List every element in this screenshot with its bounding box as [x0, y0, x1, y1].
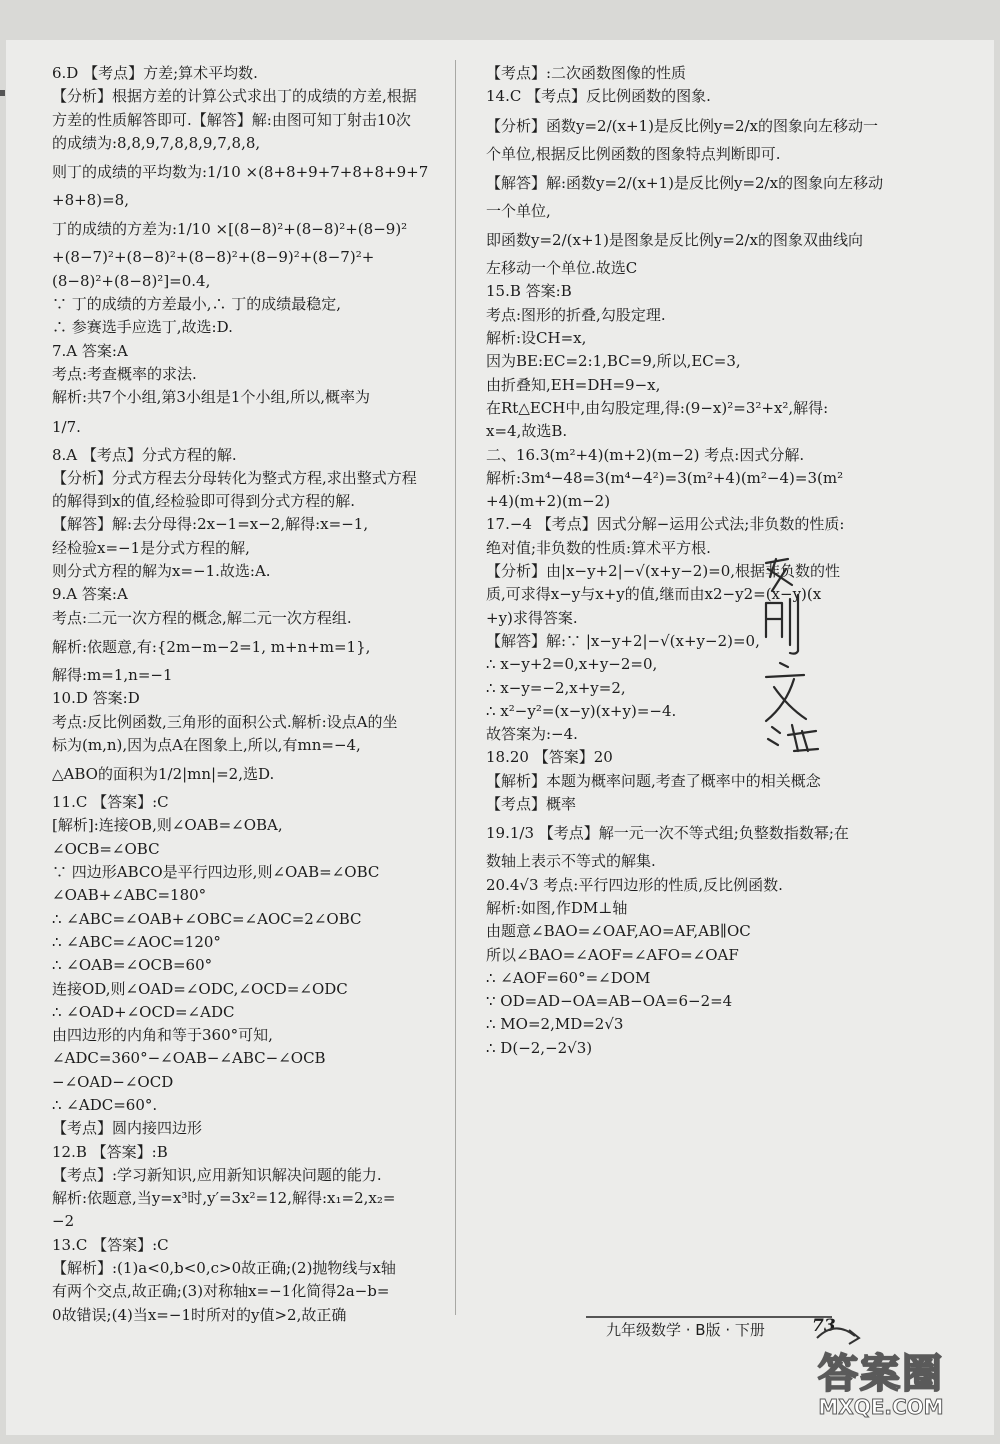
left-column [52, 62, 477, 1327]
text-line: 个单位,根据反比例函数的图象特点判断即可. [486, 144, 781, 163]
text-line: 【解答】解:∵ |x−y+2|−√(x+y−2)=0, [486, 631, 760, 650]
text-line: 19.1/3 【考点】解一元一次不等式组;负整数指数幂;在 [486, 824, 849, 843]
text-line: ∵ OD=AD−OA=AB−OA=6−2=4 [486, 992, 733, 1011]
text-line: 【考点】概率 [486, 795, 577, 814]
text-line: 考点:考查概率的求法. [52, 364, 197, 383]
text-line: 则分式方程的解为x=−1.故选:A. [52, 562, 271, 581]
footer-rule [586, 1316, 832, 1318]
text-line: 0故错误;(4)当x=−1时所对的y值>2,故正确 [52, 1305, 347, 1324]
text-line: 解析:3m⁴−48=3(m⁴−4²)=3(m²+4)(m²−4)=3(m² [486, 468, 844, 487]
text-line: 18.20 【答案】20 [486, 748, 613, 767]
text-line: 考点:图形的折叠,勾股定理. [486, 305, 666, 324]
text-line: 【分析】函数y=2/(x+1)是反比例y=2/x的图象向左移动一 [486, 116, 879, 135]
site-watermark [818, 1352, 944, 1418]
text-line: 绝对值;非负数的性质:算术平方根. [486, 538, 711, 557]
text-line: +8+8)=8, [52, 191, 129, 210]
page-number: 73 [812, 1316, 836, 1336]
text-line: 12.B 【答案】:B [52, 1142, 168, 1161]
text-line: ∴ ∠ABC=∠OAB+∠OBC=∠AOC=2∠OBC [52, 909, 362, 928]
text-line: 8.A 【考点】分式方程的解. [52, 445, 237, 464]
text-line: 【解析】本题为概率问题,考查了概率中的相关概念 [486, 771, 821, 790]
text-line: 解析:依题意,当y=x³时,y′=3x²=12,解得:x₁=2,x₂= [52, 1189, 396, 1208]
text-line: 的解得到x的值,经检验即可得到分式方程的解. [52, 492, 355, 511]
watermark-url: MXQE.COM [818, 1395, 944, 1419]
text-line: 连接OD,则∠OAD=∠ODC,∠OCD=∠ODC [52, 979, 348, 998]
text-line: 标为(m,n),因为点A在图象上,所以,有mn=−4, [52, 735, 361, 754]
text-line: 考点:反比例函数,三角形的面积公式.解析:设点A的坐 [52, 712, 398, 731]
text-line: 由四边形的内角和等于360°可知, [52, 1026, 273, 1045]
text-line: 所以∠BAO=∠AOF=∠AFO=∠OAF [486, 945, 739, 964]
text-line: 10.D 答案:D [52, 689, 140, 708]
text-line: 解析:设CH=x, [486, 329, 587, 348]
text-line: 【分析】根据方差的计算公式求出丁的成绩的方差,根据 [52, 87, 417, 106]
text-line: 的成绩为:8,8,9,7,8,8,9,7,8,8, [52, 133, 261, 152]
text-line: ∠OAB+∠ABC=180° [52, 886, 207, 905]
text-line: 因为BE:EC=2:1,BC=9,所以,EC=3, [486, 352, 741, 371]
text-line: ∠OCB=∠OBC [52, 839, 160, 858]
text-line: 【解析】:(1)a<0,b<0,c>0故正确;(2)抛物线与x轴 [52, 1259, 396, 1278]
text-line: 解析:依题意,有:{2m−m−2=1, m+n+m=1}, [52, 637, 371, 656]
text-line: ∴ ∠OAB=∠OCB=60° [52, 956, 213, 975]
text-line: 【解答】解:函数y=2/(x+1)是反比例y=2/x的图象向左移动 [486, 173, 884, 192]
text-line: 则丁的成绩的平均数为:1/10 ×(8+8+9+7+8+8+9+7 [52, 163, 429, 182]
text-line: ∴ ∠OAD+∠OCD=∠ADC [52, 1002, 235, 1021]
text-line: 13.C 【答案】:C [52, 1235, 169, 1254]
text-line: ∵ 四边形ABCO是平行四边形,则∠OAB=∠OBC [52, 863, 380, 882]
text-line: ∴ ∠ADC=60°. [52, 1095, 158, 1114]
text-line: 【考点】:学习新知识,应用新知识解决问题的能力. [52, 1165, 382, 1184]
text-line: 由折叠知,EH=DH=9−x, [486, 375, 661, 394]
text-line: 有两个交点,故正确;(3)对称轴x=−1化简得2a−b= [52, 1282, 390, 1301]
text-line: 由题意∠BAO=∠OAF,AO=AF,AB∥OC [486, 922, 751, 941]
text-line: ∴ D(−2,−2√3) [486, 1038, 593, 1057]
text-line: 丁的成绩的方差为:1/10 ×[(8−8)²+(8−8)²+(8−9)² [52, 220, 408, 239]
text-line: ∴ ∠AOF=60°=∠DOM [486, 968, 651, 987]
text-line: [解析]:连接OB,则∠OAB=∠OBA, [52, 816, 283, 835]
text-line: 【考点】:二次函数图像的性质 [486, 64, 687, 82]
text-line: 解得:m=1,n=−1 [52, 665, 173, 684]
text-line: 7.A 答案:A [52, 341, 128, 360]
handwritten-annotation [758, 555, 848, 755]
text-line: +4)(m+2)(m−2) [486, 492, 611, 511]
text-line: 即函数y=2/(x+1)是图象是反比例y=2/x的图象双曲线向 [486, 231, 864, 250]
text-line: ∴ MO=2,MD=2√3 [486, 1015, 624, 1034]
text-line: −2 [52, 1212, 75, 1231]
text-line: 11.C 【答案】:C [52, 793, 169, 812]
text-line: 17.−4 【考点】因式分解−运用公式法;非负数的性质: [486, 515, 845, 534]
text-line: ∴ x−y=−2,x+y=2, [486, 678, 626, 697]
text-line: ∴ x−y+2=0,x+y−2=0, [486, 655, 658, 674]
text-line: +y)求得答案. [486, 608, 578, 627]
text-line: 1/7. [52, 417, 81, 436]
text-line: 解析:共7个小组,第3小组是1个小组,所以,概率为 [52, 388, 370, 407]
text-line: 【考点】圆内接四边形 [52, 1119, 203, 1138]
text-line: 解析:如图,作DM⊥轴 [486, 898, 628, 917]
text-line: 【解答】解:去分母得:2x−1=x−2,解得:x=−1, [52, 515, 369, 534]
text-line: ∴ x²−y²=(x−y)(x+y)=−4. [486, 701, 677, 720]
text-line: 一个单位, [486, 201, 551, 220]
text-line: 故答案为:−4. [486, 725, 578, 744]
text-line: 【分析】由|x−y+2|−√(x+y−2)=0,根据非负数的性 [486, 562, 841, 581]
text-line: 二、16.3(m²+4)(m+2)(m−2) 考点:因式分解. [486, 445, 805, 464]
text-line: 20.4√3 考点:平行四边形的性质,反比例函数. [486, 875, 783, 894]
text-line: 数轴上表示不等式的解集. [486, 852, 656, 871]
text-line: 质,可求得x−y与x+y的值,继而由x2−y2=(x−y)(x [486, 585, 822, 604]
text-line: 经检验x=−1是分式方程的解, [52, 538, 250, 557]
book-label: 九年级数学 · B版 · 下册 [606, 1321, 765, 1339]
scan-mark [0, 90, 5, 96]
text-line: 【分析】分式方程去分母转化为整式方程,求出整式方程 [52, 468, 417, 487]
column-divider [455, 60, 456, 1315]
text-line: (8−8)²+(8−8)²]=0.4, [52, 271, 211, 290]
text-line: ∵ 丁的成绩的方差最小,∴ 丁的成绩最稳定, [52, 295, 342, 314]
text-line: ∴ 参赛选手应选丁,故选:D. [52, 318, 233, 337]
text-line: ∴ ∠ABC=∠AOC=120° [52, 932, 221, 951]
text-line: 左移动一个单位.故选C [486, 259, 638, 278]
text-line: −∠OAD−∠OCD [52, 1072, 174, 1091]
watermark-logo-text: 答案圈 [818, 1351, 944, 1397]
text-line: ∠ADC=360°−∠OAB−∠ABC−∠OCB [52, 1049, 326, 1068]
text-line: 6.D 【考点】方差;算术平均数. [52, 64, 258, 82]
text-line: 15.B 答案:B [486, 282, 572, 301]
text-line: +(8−7)²+(8−8)²+(8−8)²+(8−9)²+(8−7)²+ [52, 248, 375, 267]
text-line: x=4,故选B. [486, 422, 568, 441]
text-line: 方差的性质解答即可.【解答】解:由图可知丁射击10次 [52, 110, 411, 129]
text-line: 在Rt△ECH中,由勾股定理,得:(9−x)²=3²+x²,解得: [486, 398, 829, 417]
text-line: 9.A 答案:A [52, 585, 128, 604]
text-line: 14.C 【考点】反比例函数的图象. [486, 87, 711, 106]
text-line: 考点:二元一次方程的概念,解二元一次方程组. [52, 608, 352, 627]
text-line: △ABO的面积为1/2|mn|=2,选D. [52, 765, 275, 784]
